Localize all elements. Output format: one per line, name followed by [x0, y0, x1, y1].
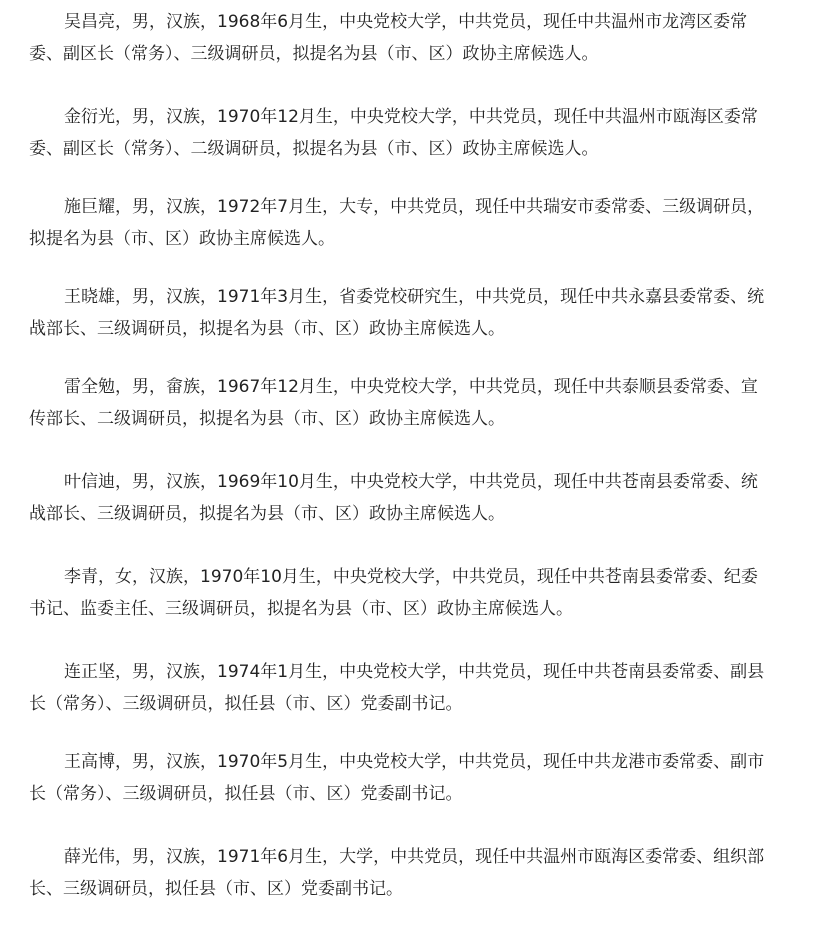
paragraph-line: 王高博，男，汉族，1970年5月生，中央党校大学，中共党员，现任中共龙港市委常委、副市: [64, 752, 765, 772]
paragraph-line: 传部长、二级调研员，拟提名为县（市、区）政协主席候选人。: [29, 409, 505, 429]
candidate-paragraph: [0, 0, 835, 70]
candidate-paragraph: [0, 95, 835, 165]
candidate-paragraph: [0, 365, 835, 435]
candidate-paragraph: [0, 835, 835, 905]
paragraph-line: 施巨耀，男，汉族，1972年7月生，大专，中共党员，现任中共瑞安市委常委、三级调研员，: [64, 197, 765, 217]
candidate-paragraph: [0, 740, 835, 810]
paragraph-line: 李青，女，汉族，1970年10月生，中央党校大学，中共党员，现任中共苍南县委常委、纪委: [64, 567, 758, 587]
paragraph-line: 委、副区长（常务）、二级调研员，拟提名为县（市、区）政协主席候选人。: [29, 139, 599, 159]
paragraph-line: 战部长、三级调研员，拟提名为县（市、区）政协主席候选人。: [29, 319, 505, 339]
candidate-paragraph: [0, 275, 835, 345]
paragraph-line: 薛光伟，男，汉族，1971年6月生，大学，中共党员，现任中共温州市瓯海区委常委、组织部: [64, 847, 765, 867]
candidate-paragraph: [0, 650, 835, 720]
paragraph-line: 金衍光，男，汉族，1970年12月生，中央党校大学，中共党员，现任中共温州市瓯海区委常: [64, 107, 758, 127]
candidate-paragraph: [0, 460, 835, 530]
paragraph-line: 战部长、三级调研员，拟提名为县（市、区）政协主席候选人。: [29, 504, 505, 524]
candidate-paragraph: [0, 185, 835, 255]
paragraph-line: 连正坚，男，汉族，1974年1月生，中央党校大学，中共党员，现任中共苍南县委常委、副县: [64, 662, 765, 682]
paragraph-line: 委、副区长（常务）、三级调研员，拟提名为县（市、区）政协主席候选人。: [29, 44, 599, 64]
paragraph-line: 书记、监委主任、三级调研员，拟提名为县（市、区）政协主席候选人。: [29, 599, 573, 619]
paragraph-line: 长（常务）、三级调研员，拟任县（市、区）党委副书记。: [29, 784, 463, 804]
paragraph-line: 叶信迪，男，汉族，1969年10月生，中央党校大学，中共党员，现任中共苍南县委常委、统: [64, 472, 758, 492]
paragraph-line: 王晓雄，男，汉族，1971年3月生，省委党校研究生，中共党员，现任中共永嘉县委常委、统: [64, 287, 765, 307]
paragraph-line: 雷全勉，男，畲族，1967年12月生，中央党校大学，中共党员，现任中共泰顺县委常委、宣: [64, 377, 758, 397]
candidate-paragraph: [0, 555, 835, 625]
paragraph-line: 长（常务）、三级调研员，拟任县（市、区）党委副书记。: [29, 694, 463, 714]
paragraph-line: 长、三级调研员，拟任县（市、区）党委副书记。: [29, 879, 403, 899]
paragraph-line: 拟提名为县（市、区）政协主席候选人。: [29, 229, 335, 249]
paragraph-line: 吴昌亮，男，汉族，1968年6月生，中央党校大学，中共党员，现任中共温州市龙湾区委常: [64, 12, 748, 32]
